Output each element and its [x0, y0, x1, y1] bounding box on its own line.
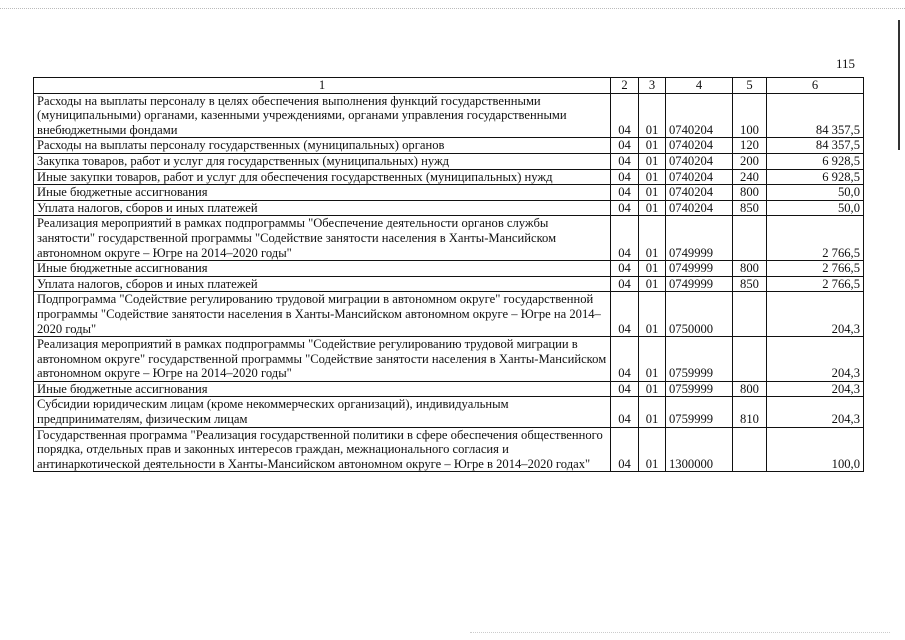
table-row: [34, 397, 864, 427]
cell-target-code: 0740204: [666, 153, 733, 169]
cell-expense-type: 800: [733, 381, 767, 397]
cell-expense-type: 800: [733, 261, 767, 277]
table-row: [34, 93, 864, 138]
table-row: [34, 337, 864, 382]
cell-amount: 2 766,5: [767, 276, 864, 292]
cell-subsection: 01: [639, 276, 666, 292]
cell-target-code: 0759999: [666, 381, 733, 397]
cell-subsection: 01: [639, 427, 666, 472]
table-row: [34, 153, 864, 169]
cell-target-code: 0749999: [666, 276, 733, 292]
cell-name: Реализация мероприятий в рамках подпрограммы "Обеспечение деятельности органов службы занятости" государственной программы "Содействие занятости населения в Ханты-Мансийском автономном округе – Югре на 2014–2020 годы": [34, 216, 611, 261]
cell-section: 04: [611, 381, 639, 397]
cell-name: Закупка товаров, работ и услуг для государственных (муниципальных) нужд: [34, 153, 611, 169]
cell-amount: 100,0: [767, 427, 864, 472]
cell-expense-type: 120: [733, 138, 767, 154]
cell-name: Иные бюджетные ассигнования: [34, 381, 611, 397]
cell-amount: 2 766,5: [767, 216, 864, 261]
table-row: [34, 169, 864, 185]
cell-subsection: 01: [639, 185, 666, 201]
table-row: [34, 381, 864, 397]
cell-amount: 204,3: [767, 337, 864, 382]
cell-amount: 50,0: [767, 185, 864, 201]
cell-expense-type: 850: [733, 276, 767, 292]
cell-section: 04: [611, 93, 639, 138]
cell-name: Расходы на выплаты персоналу государственных (муниципальных) органов: [34, 138, 611, 154]
cell-target-code: 0750000: [666, 292, 733, 337]
header-col-4: 4: [666, 78, 733, 94]
cell-target-code: 0740204: [666, 185, 733, 201]
cell-expense-type: 200: [733, 153, 767, 169]
cell-subsection: 01: [639, 93, 666, 138]
cell-amount: 84 357,5: [767, 93, 864, 138]
cell-name: Подпрограмма "Содействие регулированию трудовой миграции в автономном округе" государственной программы "Содействие занятости населения в Ханты-Мансийском автономном округе – Югре на 2014–2020 годы": [34, 292, 611, 337]
cell-target-code: 0740204: [666, 93, 733, 138]
cell-target-code: 0749999: [666, 216, 733, 261]
cell-name: Иные бюджетные ассигнования: [34, 261, 611, 277]
cell-amount: 204,3: [767, 397, 864, 427]
cell-section: 04: [611, 261, 639, 277]
cell-section: 04: [611, 397, 639, 427]
cell-expense-type: 800: [733, 185, 767, 201]
cell-section: 04: [611, 185, 639, 201]
cell-name: Реализация мероприятий в рамках подпрограммы "Содействие регулированию трудовой миграции в автономном округе" государственной программы "Содействие занятости населения в Ханты-Мансийском автономном округе – Югре на 2014–2020 годы": [34, 337, 611, 382]
cell-section: 04: [611, 138, 639, 154]
cell-amount: 204,3: [767, 292, 864, 337]
cell-name: Уплата налогов, сборов и иных платежей: [34, 200, 611, 216]
cell-amount: 204,3: [767, 381, 864, 397]
cell-expense-type: [733, 292, 767, 337]
cell-name: Субсидии юридическим лицам (кроме некоммерческих организаций), индивидуальным предпринимателям, физическим лицам: [34, 397, 611, 427]
table-row: [34, 292, 864, 337]
cell-section: 04: [611, 169, 639, 185]
cell-target-code: 0740204: [666, 169, 733, 185]
page-number: 115: [836, 56, 856, 71]
table-row: [34, 427, 864, 472]
cell-subsection: 01: [639, 397, 666, 427]
cell-subsection: 01: [639, 381, 666, 397]
cell-section: 04: [611, 153, 639, 169]
scan-artifact-top: [0, 8, 905, 13]
cell-target-code: 1300000: [666, 427, 733, 472]
table-header-row: [34, 78, 864, 94]
cell-subsection: 01: [639, 337, 666, 382]
header-col-2: 2: [611, 78, 639, 94]
cell-section: 04: [611, 427, 639, 472]
cell-subsection: 01: [639, 200, 666, 216]
header-col-5: 5: [733, 78, 767, 94]
table-body: [34, 93, 864, 472]
cell-subsection: 01: [639, 138, 666, 154]
table-row: [34, 276, 864, 292]
scan-artifact-bottom: [470, 632, 890, 637]
cell-amount: 50,0: [767, 200, 864, 216]
cell-target-code: 0759999: [666, 397, 733, 427]
cell-subsection: 01: [639, 153, 666, 169]
header-col-3: 3: [639, 78, 666, 94]
cell-target-code: 0740204: [666, 138, 733, 154]
cell-target-code: 0749999: [666, 261, 733, 277]
cell-name: Уплата налогов, сборов и иных платежей: [34, 276, 611, 292]
cell-subsection: 01: [639, 169, 666, 185]
cell-section: 04: [611, 292, 639, 337]
cell-subsection: 01: [639, 261, 666, 277]
header-col-1: 1: [34, 78, 611, 94]
cell-expense-type: 850: [733, 200, 767, 216]
cell-amount: 84 357,5: [767, 138, 864, 154]
scan-edge-line: [898, 20, 900, 150]
cell-section: 04: [611, 216, 639, 261]
table-row: [34, 138, 864, 154]
table-row: [34, 261, 864, 277]
table-row: [34, 200, 864, 216]
cell-expense-type: 810: [733, 397, 767, 427]
cell-section: 04: [611, 200, 639, 216]
cell-section: 04: [611, 276, 639, 292]
cell-target-code: 0759999: [666, 337, 733, 382]
cell-expense-type: [733, 427, 767, 472]
cell-name: Иные бюджетные ассигнования: [34, 185, 611, 201]
cell-section: 04: [611, 337, 639, 382]
cell-expense-type: [733, 216, 767, 261]
cell-expense-type: 100: [733, 93, 767, 138]
header-col-6: 6: [767, 78, 864, 94]
cell-target-code: 0740204: [666, 200, 733, 216]
cell-expense-type: [733, 337, 767, 382]
cell-expense-type: 240: [733, 169, 767, 185]
cell-amount: 6 928,5: [767, 153, 864, 169]
cell-amount: 6 928,5: [767, 169, 864, 185]
cell-name: Государственная программа "Реализация государственной политики в сфере обеспечения общественного порядка, отдельных прав и законных интересов граждан, межнационального согласия и антинаркотической деятельности в Ханты-Мансийском автономном округе – Югре в 2014–2020 годах": [34, 427, 611, 472]
budget-table: [33, 77, 864, 472]
cell-subsection: 01: [639, 216, 666, 261]
table-row: [34, 185, 864, 201]
cell-name: Иные закупки товаров, работ и услуг для обеспечения государственных (муниципальных) нужд: [34, 169, 611, 185]
cell-amount: 2 766,5: [767, 261, 864, 277]
table-row: [34, 216, 864, 261]
cell-subsection: 01: [639, 292, 666, 337]
cell-name: Расходы на выплаты персоналу в целях обеспечения выполнения функций государственными (муниципальными) органами, казенными учреждениями, органами управления государственными внебюджетными фондами: [34, 93, 611, 138]
